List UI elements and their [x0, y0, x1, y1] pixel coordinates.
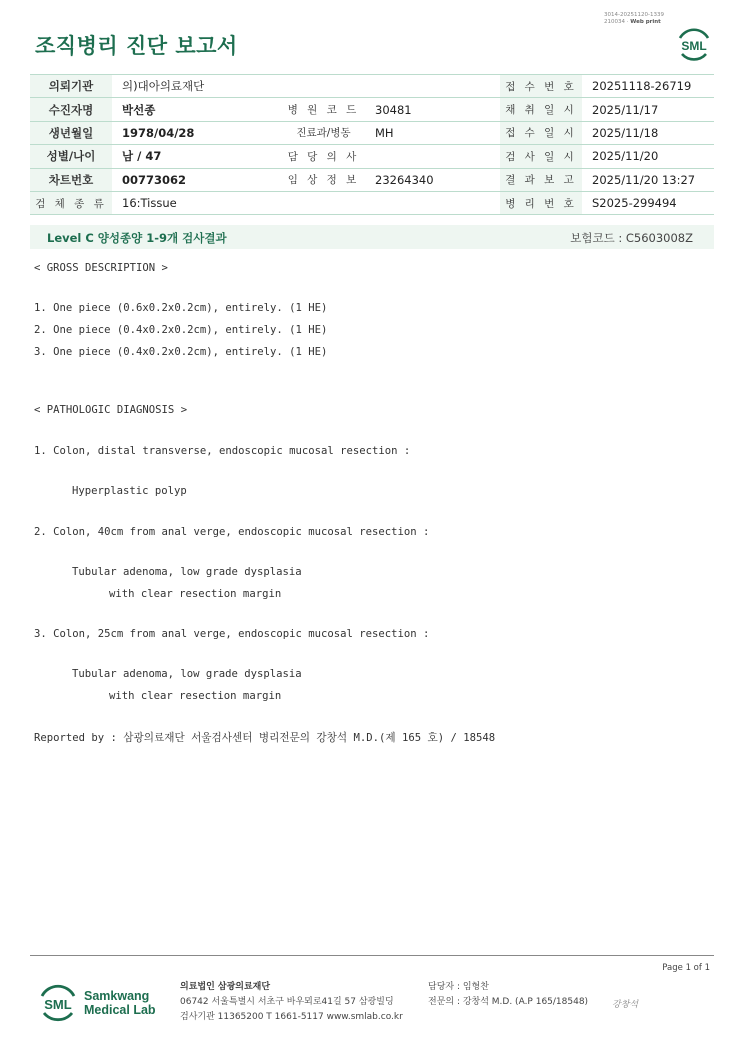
- brand-line-1: Samkwang: [84, 989, 150, 1003]
- value-receipt-date: 2025/11/18: [582, 121, 714, 144]
- diagnosis-2-site: 2. Colon, 40cm from anal verge, endoscopic mucosal resection :: [34, 526, 430, 538]
- value-specimen-type: 16:Tissue: [112, 191, 500, 214]
- organization-address: 06742 서울특별시 서초구 바우뫼로41길 57 삼광빌딩: [180, 997, 394, 1007]
- pathologic-diagnosis-heading: < PATHOLOGIC DIAGNOSIS >: [34, 404, 188, 416]
- page-number: Page 1 of 1: [662, 963, 710, 973]
- diagnosis-3-site: 3. Colon, 25cm from anal verge, endoscopic mucosal resection :: [34, 628, 430, 640]
- label-requesting-institution: 의뢰기관: [30, 75, 112, 98]
- info-row: [30, 145, 714, 168]
- label-test-date: 검 사 일 시: [500, 145, 582, 168]
- logo-text: SML: [44, 997, 72, 1012]
- document-code-line1: 3014-20251120-1339: [604, 12, 664, 18]
- specialist-signature: 강창석: [612, 1000, 639, 1010]
- value-result-report: 2025/11/20 13:27: [582, 168, 714, 191]
- label-receipt-number: 접 수 번 호: [500, 75, 582, 98]
- label-collection-date: 채 취 일 시: [500, 98, 582, 121]
- reported-by: Reported by : 삼광의료재단 서울검사센터 병리전문의 강창석 M.D.(제 165 호) / 18548: [34, 732, 496, 744]
- info-row: [30, 191, 714, 214]
- value-receipt-number: 20251118-26719: [582, 75, 714, 98]
- web-print-label: Web print: [630, 19, 661, 25]
- info-row: [30, 168, 714, 191]
- value-birth-date: 1978/04/28: [112, 121, 282, 144]
- value-test-date: 2025/11/20: [582, 145, 714, 168]
- label-physician: 담 당 의 사: [282, 145, 365, 168]
- label-hospital-code: 병 원 코 드: [282, 98, 365, 121]
- gross-item-1: 1. One piece (0.6x0.2x0.2cm), entirely. (1 HE): [34, 302, 328, 314]
- footer-divider: [30, 955, 714, 956]
- diagnosis-1-result: Hyperplastic polyp: [72, 485, 187, 497]
- label-birth-date: 생년월일: [30, 121, 112, 144]
- label-clinical-info: 임 상 정 보: [282, 168, 365, 191]
- value-chart-number: 00773062: [112, 168, 282, 191]
- label-department: 진료과/병동: [282, 121, 365, 144]
- label-specimen-type: 검 체 종 류: [30, 191, 112, 214]
- page-title: 조직병리 진단 보고서: [35, 34, 238, 58]
- organization-contact: 검사기관 11365200 T 1661-5117 www.smlab.co.kr: [180, 1012, 403, 1022]
- diagnosis-3-result: Tubular adenoma, low grade dysplasia: [72, 668, 302, 680]
- section-title: Level C 양성종양 1-9개 검사결과: [47, 231, 227, 245]
- document-code-line2: 210034: [604, 19, 625, 25]
- info-row: [30, 98, 714, 121]
- diagnosis-1-site: 1. Colon, distal transverse, endoscopic mucosal resection :: [34, 445, 411, 457]
- diagnosis-2-result: Tubular adenoma, low grade dysplasia: [72, 566, 302, 578]
- gross-description-heading: < GROSS DESCRIPTION >: [34, 262, 168, 274]
- value-physician: [365, 145, 500, 168]
- organization-info: [180, 980, 403, 1025]
- specialist-name: 전문의 : 강창석 M.D. (A.P 165/18548): [428, 997, 589, 1007]
- insurance-code: 보험코드 : C5603008Z: [570, 231, 693, 245]
- result-section-header: [30, 225, 714, 249]
- label-chart-number: 차트번호: [30, 168, 112, 191]
- value-requesting-institution: 의)대아의료재단: [112, 75, 500, 98]
- sml-logo-icon: [36, 980, 80, 1024]
- organization-name: 의료법인 삼광의료재단: [180, 982, 271, 992]
- value-hospital-code: 30481: [365, 98, 500, 121]
- manager-name: 담당자 : 임형찬: [428, 982, 489, 992]
- staff-info: [428, 980, 588, 1010]
- value-clinical-info: 23264340: [365, 168, 500, 191]
- value-department: MH: [365, 121, 500, 144]
- label-pathology-number: 병 리 번 호: [500, 191, 582, 214]
- gross-item-3: 3. One piece (0.4x0.2x0.2cm), entirely. (1 HE): [34, 346, 328, 358]
- logo-text: SML: [681, 39, 707, 53]
- gross-item-2: 2. One piece (0.4x0.2x0.2cm), entirely. (1 HE): [34, 324, 328, 336]
- value-pathology-number: S2025-299494: [582, 191, 714, 214]
- label-receipt-date: 접 수 일 시: [500, 121, 582, 144]
- document-code: 3014-20251120-1339 210034 · Web print: [604, 12, 664, 25]
- diagnosis-2-margin: with clear resection margin: [109, 588, 282, 600]
- info-row: [30, 75, 714, 98]
- patient-info-table: [30, 74, 714, 215]
- brand-name: [84, 989, 156, 1017]
- label-result-report: 결 과 보 고: [500, 168, 582, 191]
- label-sex-age: 성별/나이: [30, 145, 112, 168]
- sml-logo-icon: [674, 24, 714, 64]
- diagnosis-3-margin: with clear resection margin: [109, 690, 282, 702]
- value-sex-age: 남 / 47: [112, 145, 282, 168]
- label-patient-name: 수진자명: [30, 98, 112, 121]
- value-collection-date: 2025/11/17: [582, 98, 714, 121]
- value-patient-name: 박선종: [112, 98, 282, 121]
- info-row: [30, 121, 714, 144]
- brand-line-2: Medical Lab: [84, 1003, 156, 1017]
